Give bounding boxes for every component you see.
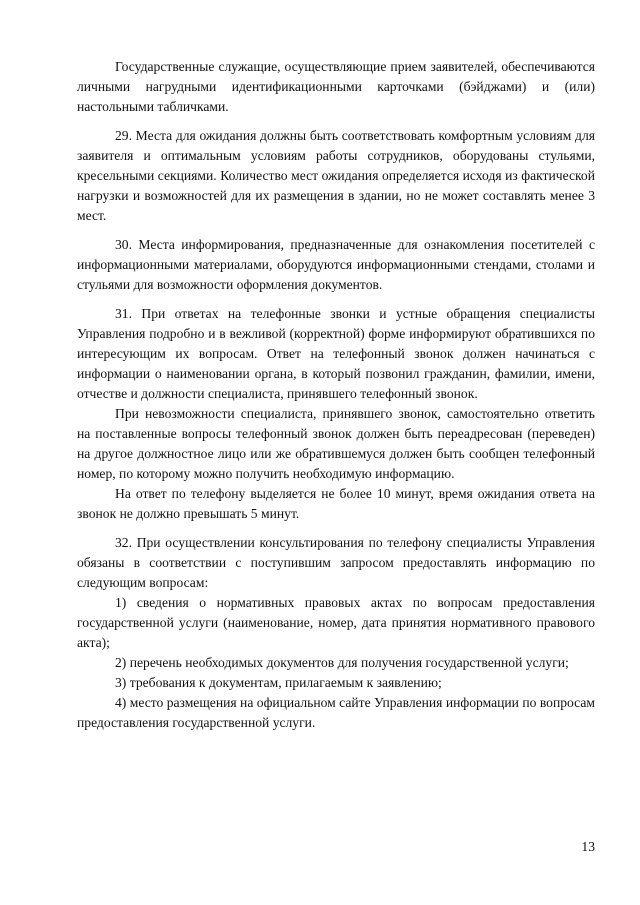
paragraph-29-waiting-areas: 29. Места для ожидания должны быть соответствовать комфортным условиям для заявителя и оптимальным условиям работы сотрудников, оборудованы стульями, кресельными секциями. Количество мест ожидания определяется исходя из фактической нагрузки и возможностей для их размещения в здании, но не может составлять менее 3 мест. (77, 128, 595, 223)
list-item-4: 4) место размещения на официальном сайте Управления информации по вопросам предоставления государственной услуги. (77, 695, 595, 730)
list-item-2: 2) перечень необходимых документов для получения государственной услуги; (115, 655, 569, 670)
paragraph-32-consulting: 32. При осуществлении консультирования по телефону специалисты Управления обязаны в соответствии с поступившим запросом предоставлять информацию по следующим вопросам: (77, 535, 595, 590)
paragraph-badges: Государственные служащие, осуществляющие прием заявителей, обеспечиваются личными нагрудными идентификационными карточками (бэйджами) и (или) настольными табличками. (77, 59, 595, 114)
page-number: 13 (581, 839, 595, 854)
paragraph-31-phone-calls: 31. При ответах на телефонные звонки и устные обращения специалисты Управления подробно и в вежливой (корректной) форме информируют обратившихся по интересующим их вопросам. Ответ на телефонный звонок должен начинаться с информации о наименовании органа, в который позвонил гражданин, фамилии, имени, отчестве и должности специалиста, принявшего телефонный звонок. (77, 306, 595, 401)
paragraph-call-time-limit: На ответ по телефону выделяется не более 10 минут, время ожидания ответа на звонок не должно превышать 5 минут. (77, 486, 595, 521)
list-item-1: 1) сведения о нормативных правовых актах по вопросам предоставления государственной услуги (наименование, номер, дата принятия нормативного правового акта); (77, 595, 595, 650)
list-item-3: 3) требования к документам, прилагаемым к заявлению; (115, 675, 442, 690)
paragraph-30-information-areas: 30. Места информирования, предназначенные для ознакомления посетителей с информационными материалами, оборудуются информационными стендами, столами и стульями для возможности оформления документов. (77, 237, 595, 292)
document-body (77, 57, 595, 733)
paragraph-call-redirect: При невозможности специалиста, принявшего звонок, самостоятельно ответить на поставленные вопросы телефонный звонок должен быть переадресован (переведен) на другое должностное лицо или же обратившемуся должен быть сообщен телефонный номер, по которому можно получить необходимую информацию. (77, 406, 595, 481)
